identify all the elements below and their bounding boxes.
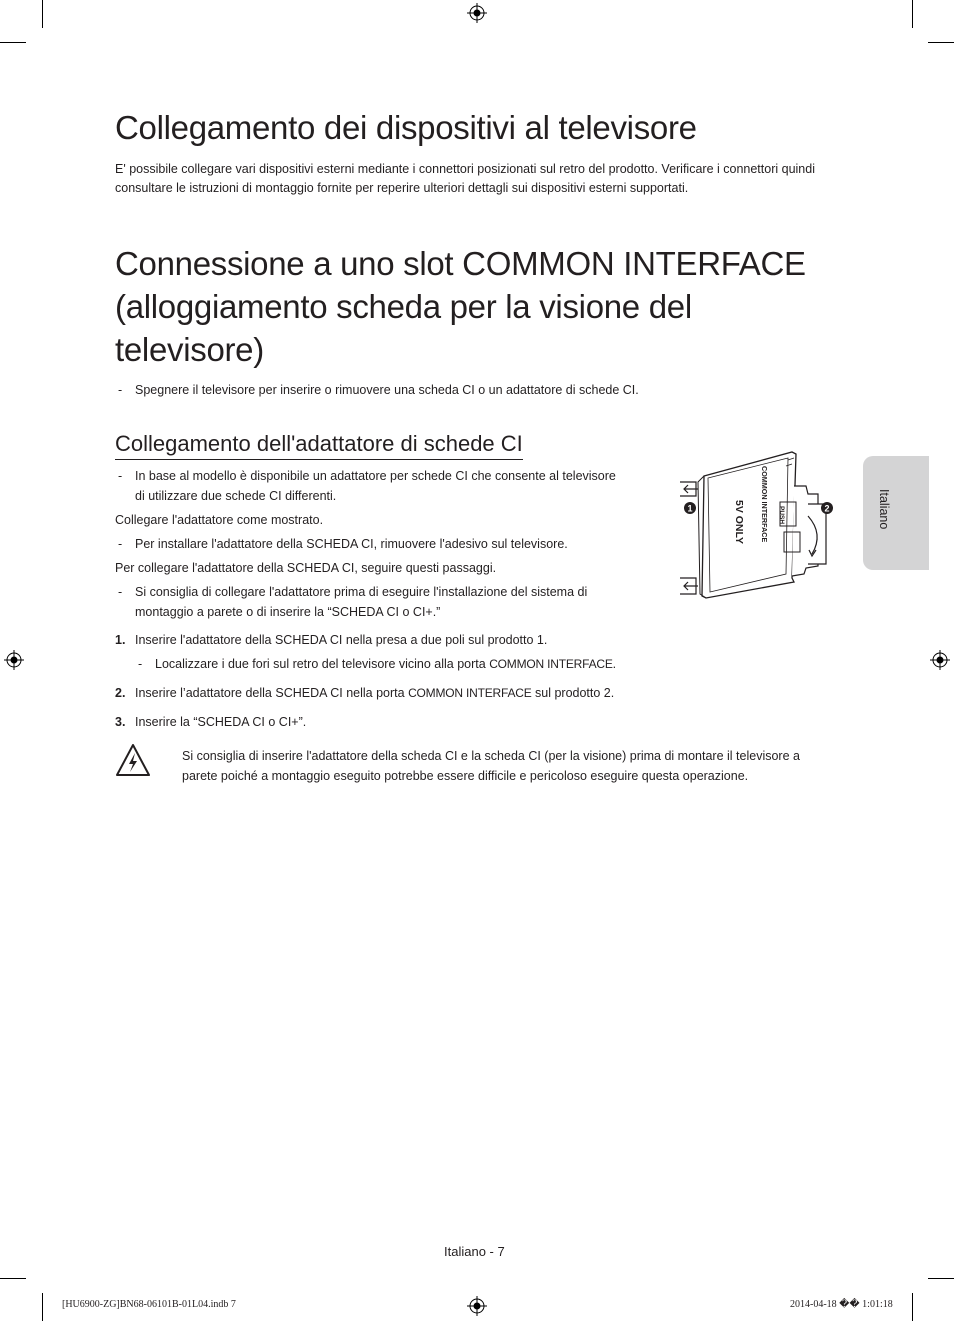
crop-mark: [912, 0, 913, 28]
section-title-line: (alloggiamento scheda per la visione del: [115, 288, 692, 325]
crop-mark: [42, 1293, 43, 1321]
intro-text-line: E' possibile collegare vari dispositivi esterni mediante i connettori posizionati sul retro del prodotto. Verificare i connettori quindi: [115, 162, 815, 176]
registration-mark-icon: [467, 3, 487, 23]
step-text: Inserire la “SCHEDA CI o CI+”.: [135, 715, 307, 729]
note-text-line: Per installare l'adattatore della SCHEDA CI, rimuovere l'adesivo sul televisore.: [135, 537, 568, 551]
language-tab-label: Italiano: [877, 489, 891, 530]
note-text-line: montaggio a parete o di inserire la “SCHEDA CI o CI+.”: [135, 605, 441, 619]
adapter-label-port: COMMON INTERFACE: [760, 466, 769, 543]
warning-triangle-icon: [115, 743, 151, 777]
ci-adapter-illustration: [676, 446, 840, 602]
note-dash: -: [118, 383, 123, 397]
registration-mark-icon: [4, 650, 24, 670]
step-number: 3.: [115, 715, 126, 729]
warning-text-line: Si consiglia di inserire l'adattatore della scheda CI e la scheda CI (per la visione) prima di montare il televisore a: [182, 749, 800, 763]
step-text: [135, 683, 614, 703]
callout-number: 2: [824, 503, 830, 514]
port-name: COMMON INTERFACE: [408, 686, 532, 700]
crop-mark: [0, 1278, 26, 1279]
crop-mark: [42, 0, 43, 28]
step-text-part: Inserire l’adattatore della SCHEDA CI nella porta: [135, 686, 409, 700]
step-text-part: sul prodotto 2.: [531, 686, 615, 700]
print-slug-date: 2014-04-18 �� 1:01:18: [790, 1299, 893, 1310]
instruction-text: Collegare l'adattatore come mostrato.: [115, 513, 324, 527]
language-tab: [863, 456, 929, 570]
page-number: Italiano - 7: [444, 1244, 505, 1259]
step-sub-note: [155, 654, 616, 674]
crop-mark: [912, 1293, 913, 1321]
note-text-line: In base al modello è disponibile un adattatore per schede CI che consente al televisore: [135, 469, 616, 483]
note-dash: -: [138, 657, 143, 671]
section-title-line: Connessione a uno slot COMMON INTERFACE: [115, 245, 806, 282]
step-sub-text: Localizzare i due fori sul retro del televisore vicino alla porta: [155, 657, 490, 671]
note-dash: -: [118, 537, 123, 551]
registration-mark-icon: [467, 1296, 487, 1316]
intro-text-line: consultare le istruzioni di montaggio fornite per reperire ulteriori dettagli sui dispositivi esterni supportati.: [115, 181, 689, 195]
crop-mark: [928, 1278, 954, 1279]
note-text-line: Si consiglia di collegare l'adattatore prima di eseguire l'installazione del sistema di: [135, 585, 588, 599]
instruction-text: Per collegare l'adattatore della SCHEDA CI, seguire questi passaggi.: [115, 561, 497, 575]
step-number: 2.: [115, 686, 126, 700]
callout-number: 1: [687, 503, 693, 514]
adapter-label-voltage: 5V ONLY: [733, 500, 745, 544]
subsection-title: Collegamento dell'adattatore di schede CI: [115, 429, 523, 460]
step-number: 1.: [115, 633, 126, 647]
crop-mark: [928, 42, 954, 43]
note-text-line: di utilizzare due schede CI differenti.: [135, 489, 337, 503]
section-title-line: televisore): [115, 331, 264, 368]
note-dash: -: [118, 469, 123, 483]
step-sub-text: .: [612, 657, 617, 671]
note-dash: -: [118, 585, 123, 599]
page-title: Collegamento dei dispositivi al televisore: [115, 109, 697, 146]
registration-mark-icon: [930, 650, 950, 670]
adapter-label-push: PUSH: [778, 506, 785, 525]
port-name: COMMON INTERFACE: [489, 657, 613, 671]
warning-text-line: parete poiché a montaggio eseguito potrebbe essere difficile e pericoloso eseguire questa operazione.: [182, 769, 749, 783]
section-note: Spegnere il televisore per inserire o rimuovere una scheda CI o un adattatore di schede CI.: [135, 383, 639, 397]
crop-mark: [0, 42, 26, 43]
print-slug-file: [HU6900-ZG]BN68-06101B-01L04.indb 7: [62, 1299, 236, 1310]
step-text: Inserire l'adattatore della SCHEDA CI nella presa a due poli sul prodotto 1.: [135, 633, 548, 647]
